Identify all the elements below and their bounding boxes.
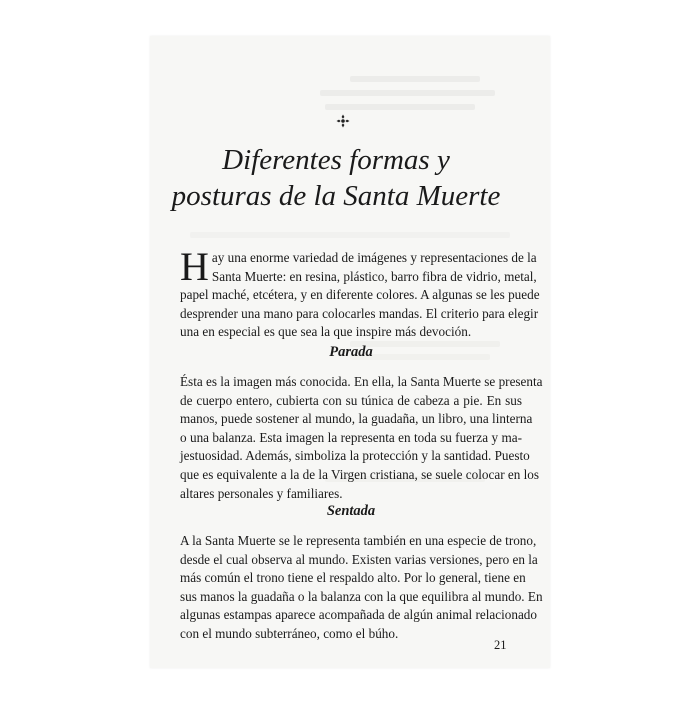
drop-cap: H [180, 244, 209, 289]
chapter-title [150, 142, 522, 214]
text-line: Santa Muerte: en resina, plástico, barro fibra de vidrio, metal, [211, 268, 537, 284]
text-line: o una balanza. Esta imagen la representa en toda su fuerza y ma- [180, 429, 522, 445]
text-line: sus manos la guadaña o la balanza con la que equilibra al mundo. En [180, 588, 543, 604]
text-line: de cuerpo entero, cubierta con su túnica de cabeza a pie. En sus [180, 392, 522, 408]
text-line: desde el cual observa al mundo. Existen varias versiones, pero en la [180, 551, 538, 567]
text-line: A la Santa Muerte se le representa también en una especie de trono, [180, 533, 537, 548]
text-line: algunas estampas aparece acompañada de algún animal relacionado [180, 607, 537, 623]
book-page [150, 36, 550, 668]
text-line: ay una enorme variedad de imágenes y representaciones de la [211, 250, 537, 265]
intro-paragraph [180, 244, 540, 342]
text-line: una en especial es que sea la que inspire más devoción. [180, 324, 472, 340]
page-number: 21 [494, 638, 507, 652]
text-line: con el mundo subterráneo, como el búho. [180, 625, 399, 641]
text-line: altares personales y familiares. [180, 485, 343, 501]
text-line: manos, puede sostener al mundo, la guadaña, un libro, una linterna [180, 411, 533, 427]
cross-fleury-icon [336, 114, 350, 128]
text-line: papel maché, etcétera, y en diferente colores. A algunas se les puede [180, 287, 540, 303]
bleed-through-line [190, 232, 510, 238]
chapter-title-line-2: posturas de la Santa Muerte [171, 180, 501, 212]
text-line: jestuosidad. Además, simboliza la protección y la santidad. Puesto [180, 448, 530, 464]
text-line: desprender una mano para colocarles mandas. El criterio para elegir [180, 305, 539, 321]
text-line: que es equivalente a la de la Virgen cristiana, se suele colocar en los [180, 466, 540, 482]
bleed-through-line [350, 76, 480, 82]
section-heading-sentada: Sentada [326, 503, 376, 519]
bleed-through-line [325, 104, 475, 110]
section-paragraph-sentada [180, 532, 543, 644]
section-paragraph-parada [180, 373, 543, 503]
text-line: más común el trono tiene el respaldo alto. Por lo general, tiene en [180, 570, 526, 586]
section-heading-parada: Parada [329, 344, 373, 360]
bleed-through-line [320, 90, 495, 96]
text-line: Ésta es la imagen más conocida. En ella, la Santa Muerte se presenta [180, 374, 543, 389]
chapter-title-line-1: Diferentes formas y [222, 144, 450, 176]
